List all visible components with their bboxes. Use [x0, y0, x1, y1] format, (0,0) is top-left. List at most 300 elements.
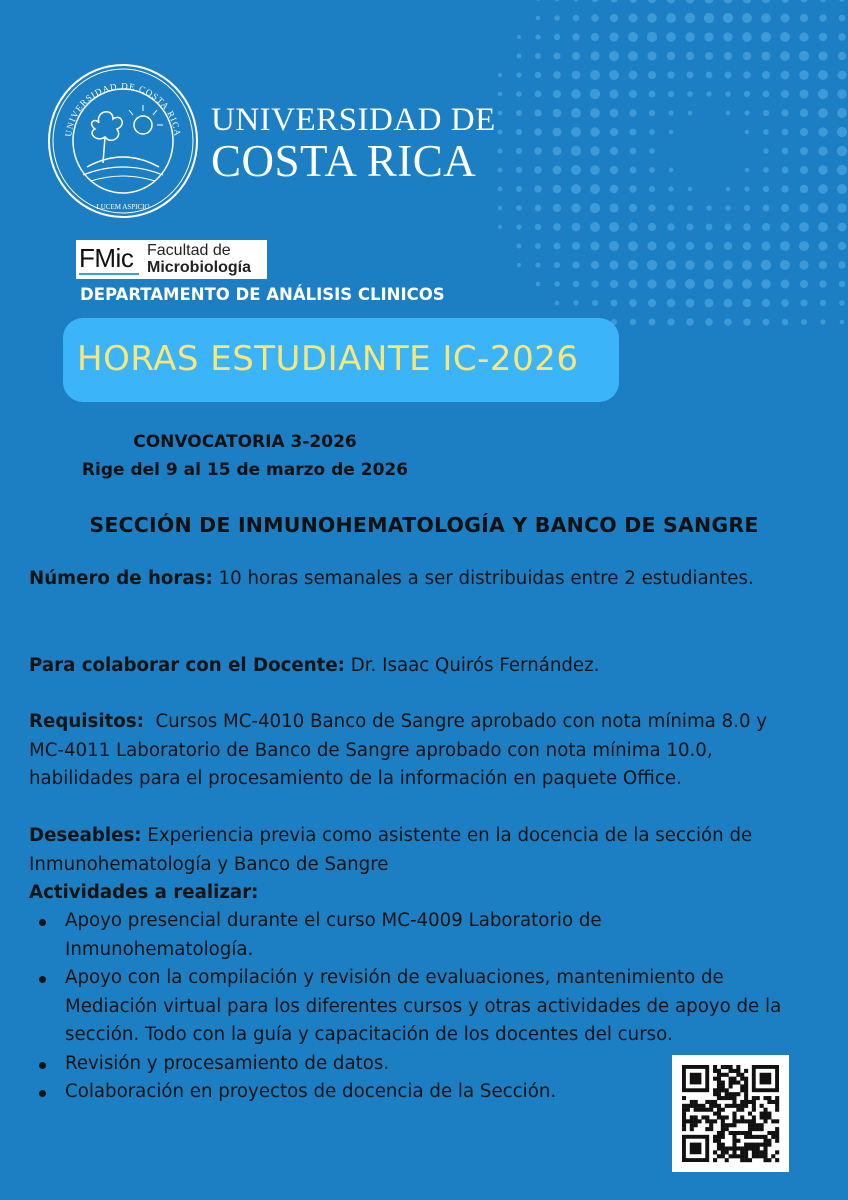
decorative-dot: [839, 15, 846, 22]
list-item: [29, 1078, 625, 1107]
qr-module: [756, 1150, 760, 1154]
qr-code[interactable]: [672, 1055, 789, 1172]
qr-module: [744, 1077, 748, 1081]
decorative-dot: [666, 260, 676, 270]
faculty-logo: [76, 240, 267, 279]
decorative-dot: [629, 166, 636, 173]
qr-module: [713, 1069, 717, 1073]
decorative-dot: [820, 300, 826, 306]
decorative-dot: [648, 71, 656, 79]
qr-module: [763, 1146, 767, 1150]
decorative-dot: [610, 0, 617, 3]
qr-module: [729, 1084, 733, 1088]
decorative-dot: [516, 224, 521, 229]
bullet-icon: [39, 976, 46, 983]
decorative-dot: [629, 185, 636, 192]
qr-module: [701, 1108, 705, 1112]
qr-module: [732, 1077, 736, 1081]
qr-module: [732, 1135, 736, 1139]
decorative-dot: [573, 281, 579, 287]
decorative-dot: [686, 242, 694, 250]
qr-module: [717, 1112, 721, 1116]
decorative-dot: [781, 223, 790, 232]
decorative-dot: [838, 223, 847, 232]
decorative-dot: [610, 280, 618, 288]
qr-module: [736, 1108, 740, 1112]
decorative-dot: [517, 263, 521, 267]
qr-module: [744, 1092, 748, 1096]
qr-module: [725, 1115, 729, 1119]
decorative-dot: [687, 72, 694, 79]
qr-module: [690, 1119, 694, 1123]
qr-module: [717, 1108, 721, 1112]
qr-module: [767, 1112, 771, 1116]
decorative-dot: [591, 14, 598, 21]
decorative-dot: [535, 243, 541, 249]
decorative-dot: [591, 261, 599, 269]
list-item: [29, 907, 665, 964]
qr-module: [736, 1119, 740, 1123]
decorative-dot: [818, 165, 827, 174]
decorative-dot: [629, 90, 637, 98]
decorative-dot: [535, 205, 542, 212]
qr-module: [756, 1135, 760, 1139]
decorative-dot: [590, 241, 599, 250]
qr-module: [713, 1158, 717, 1162]
decorative-dot: [573, 0, 579, 2]
qr-module: [729, 1146, 733, 1150]
decorative-dot: [610, 147, 618, 155]
decorative-dot: [666, 279, 676, 289]
decorative-dot: [799, 51, 809, 61]
decorative-dot: [572, 242, 580, 250]
decorative-dot: [553, 185, 562, 194]
decorative-dot: [498, 168, 503, 173]
qr-module: [732, 1139, 736, 1143]
qr-module: [736, 1131, 740, 1135]
qr-module: [729, 1154, 733, 1158]
decorative-dot: [590, 51, 599, 60]
qr-module: [748, 1100, 752, 1104]
decorative-dot: [553, 204, 561, 212]
university-name: [211, 104, 496, 184]
decorative-dot: [629, 14, 638, 23]
decorative-dot: [572, 33, 579, 40]
hours-text: 10 horas semanales a ser distribuidas entre 2 estudiantes.: [212, 568, 754, 589]
desirable-text: Experiencia previa como asistente en la docencia de la sección de Inmunohematología y Banco de Sangre: [29, 825, 753, 875]
qr-module: [767, 1131, 771, 1135]
qr-module: [740, 1131, 744, 1135]
qr-module: [729, 1096, 733, 1100]
decorative-dot: [744, 186, 749, 191]
decorative-dot: [761, 13, 771, 23]
decorative-dot: [668, 205, 674, 211]
qr-module: [744, 1146, 748, 1150]
decorative-dot: [517, 35, 521, 39]
faculty-logo-underline: [79, 273, 139, 275]
decorative-dot: [801, 319, 807, 325]
decorative-dot: [571, 127, 581, 137]
decorative-dot: [744, 91, 750, 97]
decorative-dot: [799, 222, 809, 232]
decorative-dot: [647, 260, 657, 270]
decorative-dot: [647, 279, 656, 288]
decorative-dot: [762, 204, 769, 211]
decorative-dot: [571, 146, 581, 156]
decorative-dot: [498, 73, 502, 77]
qr-module: [756, 1146, 760, 1150]
qr-module: [698, 1119, 702, 1123]
svg-text:UNIVERSIDAD DE COSTA RICA: [63, 81, 183, 137]
qr-module: [725, 1123, 729, 1127]
decorative-dot: [535, 224, 542, 231]
qr-module: [736, 1069, 740, 1073]
decorative-dot: [553, 52, 560, 59]
qr-module: [748, 1143, 752, 1147]
qr-module: [732, 1092, 736, 1096]
decorative-dot: [553, 90, 561, 98]
decorative-dot: [668, 110, 673, 115]
qr-module: [740, 1104, 744, 1108]
qr-module: [729, 1065, 733, 1069]
qr-module: [748, 1127, 752, 1131]
decorative-dot: [536, 282, 541, 287]
decorative-dot: [818, 89, 828, 99]
decorative-dot: [534, 185, 541, 192]
list-item: [29, 964, 789, 1050]
decorative-dot: [591, 33, 599, 41]
decorative-dot: [591, 280, 598, 287]
requirements-paragraph: [29, 708, 773, 794]
qr-module: [775, 1131, 779, 1135]
qr-module: [736, 1081, 740, 1085]
decorative-dot: [516, 186, 522, 192]
decorative-dot: [800, 299, 807, 306]
qr-module: [717, 1092, 721, 1096]
qr-module: [709, 1127, 713, 1131]
decorative-dot: [669, 168, 674, 173]
decorative-dot: [761, 241, 770, 250]
qr-module: [709, 1104, 713, 1108]
decorative-dot: [516, 72, 521, 77]
decorative-dot: [839, 300, 845, 306]
qr-module: [740, 1115, 744, 1119]
qr-module: [752, 1104, 756, 1108]
qr-module: [775, 1127, 779, 1131]
decorative-dot: [724, 299, 733, 308]
decorative-dot: [667, 71, 674, 78]
decorative-dot: [762, 299, 770, 307]
qr-module: [736, 1154, 740, 1158]
qr-module: [721, 1150, 725, 1154]
qr-module: [686, 1108, 690, 1112]
decorative-dot: [498, 111, 503, 116]
qr-module: [771, 1154, 775, 1158]
decorative-dot: [705, 318, 713, 326]
qr-module: [763, 1143, 767, 1147]
qr-module: [729, 1092, 733, 1096]
qr-module: [682, 1104, 686, 1108]
decorative-dot: [590, 165, 600, 175]
qr-module: [721, 1096, 725, 1100]
qr-module: [732, 1104, 736, 1108]
qr-module: [725, 1127, 729, 1131]
decorative-dot: [609, 260, 618, 269]
decorative-dot: [592, 0, 598, 2]
desirable-label: Deseables:: [29, 825, 142, 846]
decorative-dot: [609, 241, 619, 251]
qr-module: [725, 1096, 729, 1100]
decorative-dot: [685, 32, 694, 41]
decorative-dot: [706, 205, 712, 211]
decorative-dot: [706, 224, 713, 231]
decorative-dot: [800, 14, 808, 22]
qr-module: [736, 1065, 740, 1069]
decorative-dot: [799, 32, 808, 41]
qr-module: [705, 1119, 709, 1123]
decorative-dot: [648, 90, 655, 97]
decorative-dot: [592, 300, 598, 306]
decorative-dot: [572, 52, 580, 60]
decorative-dot: [837, 203, 846, 212]
qr-module: [760, 1123, 764, 1127]
qr-module: [744, 1104, 748, 1108]
decorative-dot: [630, 148, 637, 155]
banner-title: HORAS ESTUDIANTE IC-2026: [77, 339, 579, 379]
qr-module: [690, 1115, 694, 1119]
qr-module: [717, 1143, 721, 1147]
qr-module: [748, 1131, 752, 1135]
qr-module: [756, 1143, 760, 1147]
qr-module: [713, 1104, 717, 1108]
qr-module: [717, 1154, 721, 1158]
decorative-dot: [553, 223, 561, 231]
decorative-dot: [609, 203, 618, 212]
decorative-dot: [535, 53, 541, 59]
qr-module: [775, 1108, 779, 1112]
qr-module: [690, 1104, 694, 1108]
section-title: SECCIÓN DE INMUNOHEMATOLOGÍA Y BANCO DE SANGRE: [89, 513, 759, 537]
qr-module: [717, 1081, 721, 1085]
qr-module: [752, 1135, 756, 1139]
decorative-dot: [762, 71, 770, 79]
qr-module: [690, 1127, 694, 1131]
activity-text: Apoyo presencial durante el curso MC-4009 Laboratorio de Inmunohematología.: [65, 910, 602, 960]
decorative-dot: [609, 51, 619, 61]
qr-module: [705, 1115, 709, 1119]
decorative-dot: [818, 146, 827, 155]
qr-module: [709, 1100, 713, 1104]
decorative-dot: [628, 260, 638, 270]
decorative-dot: [762, 0, 770, 3]
qr-module: [725, 1065, 729, 1069]
qr-module: [729, 1077, 733, 1081]
qr-module: [690, 1123, 694, 1127]
decorative-dot: [838, 33, 845, 40]
qr-module: [744, 1100, 748, 1104]
decorative-dot: [517, 54, 522, 59]
qr-module: [725, 1146, 729, 1150]
decorative-dot: [628, 51, 638, 61]
qr-module: [713, 1139, 717, 1143]
qr-module: [713, 1100, 717, 1104]
decorative-dot: [724, 318, 732, 326]
qr-module: [744, 1131, 748, 1135]
decorative-dot: [497, 148, 502, 153]
decorative-dot: [666, 13, 676, 23]
qr-module: [760, 1154, 764, 1158]
qr-module: [713, 1088, 717, 1092]
qr-module: [748, 1158, 752, 1162]
decorative-dot: [837, 146, 847, 156]
decorative-dot: [573, 300, 579, 306]
seal-top-text: UNIVERSIDAD DE COSTA RICA: [63, 80, 183, 138]
qr-module: [763, 1096, 767, 1100]
qr-module: [725, 1092, 729, 1096]
qr-module: [744, 1088, 748, 1092]
qr-module: [767, 1143, 771, 1147]
qr-module: [698, 1108, 702, 1112]
qr-module: [725, 1104, 729, 1108]
qr-module: [686, 1119, 690, 1123]
decorative-dot: [705, 52, 713, 60]
decorative-dot: [517, 244, 522, 249]
qr-module: [736, 1146, 740, 1150]
qr-module: [682, 1115, 686, 1119]
qr-module: [729, 1081, 733, 1085]
decorative-dot: [629, 71, 638, 80]
decorative-dot: [648, 204, 655, 211]
decorative-dot: [818, 108, 828, 118]
decorative-dot: [629, 109, 636, 116]
decorative-dot: [780, 51, 790, 61]
qr-module: [775, 1158, 779, 1162]
decorative-dot: [555, 301, 560, 306]
decorative-dot: [781, 204, 789, 212]
faculty-name-line1: Facultad de: [147, 242, 231, 259]
decorative-dot: [534, 147, 542, 155]
decorative-dot: [629, 0, 637, 3]
qr-module: [763, 1112, 767, 1116]
decorative-dot: [743, 0, 752, 3]
qr-module: [717, 1146, 721, 1150]
qr-module: [763, 1139, 767, 1143]
decorative-dot: [744, 205, 750, 211]
qr-module: [721, 1065, 725, 1069]
decorative-dot: [647, 51, 656, 60]
decorative-dot: [743, 318, 750, 325]
qr-module: [682, 1112, 686, 1116]
qr-module: [732, 1146, 736, 1150]
decorative-dot: [761, 260, 771, 270]
decorative-dot: [704, 279, 714, 289]
qr-module: [690, 1100, 694, 1104]
decorative-dot: [838, 52, 846, 60]
qr-module: [767, 1139, 771, 1143]
decorative-dot: [819, 261, 827, 269]
qr-module: [744, 1158, 748, 1162]
qr-module: [694, 1119, 698, 1123]
decorative-dot: [781, 185, 788, 192]
qr-module: [694, 1115, 698, 1119]
decorative-dot: [572, 223, 581, 232]
qr-module: [721, 1135, 725, 1139]
qr-module: [721, 1084, 725, 1088]
decorative-dot: [799, 260, 808, 269]
qr-module: [740, 1146, 744, 1150]
decorative-dot: [535, 34, 540, 39]
qr-module: [721, 1115, 725, 1119]
qr-module: [775, 1150, 779, 1154]
qr-module: [752, 1146, 756, 1150]
decorative-dot: [668, 186, 673, 191]
decorative-dot: [743, 223, 750, 230]
decorative-dot: [704, 32, 713, 41]
qr-module: [721, 1119, 725, 1123]
decorative-dot: [723, 13, 733, 23]
decorative-dot: [837, 165, 847, 175]
decorative-dot: [820, 0, 827, 2]
qr-module: [756, 1154, 760, 1158]
qr-module: [756, 1096, 760, 1100]
decorative-dot: [743, 242, 752, 251]
qr-module: [740, 1154, 744, 1158]
decorative-dot: [534, 166, 542, 174]
qr-module: [752, 1096, 756, 1100]
qr-module: [682, 1096, 686, 1100]
qr-module: [760, 1127, 764, 1131]
decorative-dot: [744, 110, 749, 115]
decorative-dot: [669, 130, 674, 135]
decorative-dot: [837, 184, 847, 194]
qr-module: [713, 1135, 717, 1139]
decorative-dot: [554, 34, 560, 40]
decorative-dot: [743, 299, 752, 308]
decorative-dot: [818, 203, 828, 213]
faculty-name-line2: Microbiología: [147, 259, 251, 276]
qr-module: [752, 1123, 756, 1127]
decorative-dot: [800, 128, 808, 136]
faculty-name: [147, 242, 251, 276]
qr-module: [725, 1150, 729, 1154]
decorative-dot: [818, 222, 828, 232]
decorative-dot: [704, 13, 714, 23]
decorative-dot: [629, 299, 637, 307]
qr-module: [748, 1112, 752, 1116]
qr-module: [732, 1150, 736, 1154]
qr-module: [729, 1069, 733, 1073]
decorative-dot: [590, 146, 599, 155]
qr-module: [763, 1150, 767, 1154]
qr-module: [744, 1084, 748, 1088]
decorative-dot: [609, 32, 618, 41]
decorative-dot: [498, 206, 503, 211]
qr-module: [740, 1119, 744, 1123]
decorative-dot: [818, 184, 828, 194]
qr-module: [744, 1154, 748, 1158]
qr-module: [717, 1135, 721, 1139]
qr-module: [763, 1154, 767, 1158]
qr-module: [701, 1104, 705, 1108]
decorative-dot: [571, 203, 580, 212]
qr-code-icon: [672, 1055, 789, 1172]
decorative-dot: [497, 129, 502, 134]
decorative-dot: [781, 280, 790, 289]
decorative-dot: [629, 223, 638, 232]
decorative-dot: [610, 185, 619, 194]
decorative-dot: [818, 70, 828, 80]
decorative-dot: [553, 166, 562, 175]
